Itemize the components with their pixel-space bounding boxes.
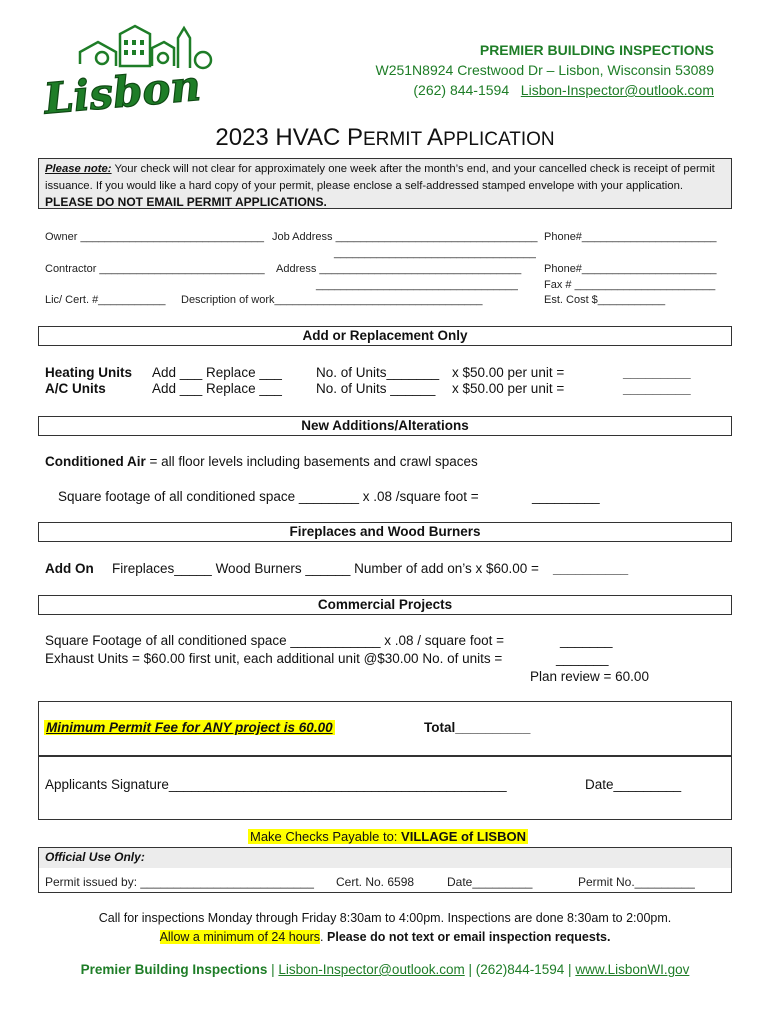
inspection-hours: Call for inspections Monday through Friday 8:30am to 4:00pm. Inspections are done 8:30am to 2:00pm. — [98, 911, 672, 925]
job-address-line2[interactable]: _________________________________ — [334, 247, 536, 259]
company-contact — [413, 82, 714, 98]
ac-rate: x $50.00 per unit = — [452, 381, 565, 396]
heating-rate: x $50.00 per unit = — [452, 365, 565, 380]
cert-number: Cert. No. 6598 — [336, 875, 415, 889]
job-address-field[interactable]: Job Address _________________________________ — [272, 231, 538, 243]
heating-units-label: Heating Units — [45, 365, 133, 380]
section-add-replacement: Add or Replacement Only — [38, 326, 732, 346]
ac-total[interactable]: _________ — [623, 381, 691, 396]
contractor-address-field[interactable]: Address _________________________________ — [276, 263, 522, 275]
total-field[interactable]: Total__________ — [424, 720, 531, 735]
description-field[interactable]: Description of work__________________________________ — [181, 294, 483, 306]
est-cost-field[interactable]: Est. Cost $___________ — [544, 294, 666, 306]
min-hours-highlight: Allow a minimum of 24 hours — [159, 930, 321, 944]
signature-date-field[interactable]: Date_________ — [585, 777, 682, 792]
section-commercial: Commercial Projects — [38, 595, 732, 615]
inspection-notice: Allow a minimum of 24 hours. Please do not text or email inspection requests. — [159, 930, 611, 944]
section-fireplaces: Fireplaces and Wood Burners — [38, 522, 732, 542]
lisbon-logo — [40, 24, 230, 116]
footer-contact: Premier Building Inspections | Lisbon-Inspector@outlook.com | (262)844-1594 | www.LisbonWI.gov — [80, 962, 690, 977]
conditioned-air-definition: Conditioned Air = all floor levels including basements and crawl spaces — [45, 454, 478, 469]
official-use-label: Official Use Only: — [45, 850, 145, 864]
section-new-additions: New Additions/Alterations — [38, 416, 732, 436]
fireplaces-total[interactable]: __________ — [553, 561, 629, 576]
note-box — [38, 158, 732, 209]
fireplaces-line[interactable]: Fireplaces_____ Wood Burners ______ Number of add on’s x $60.00 = — [112, 561, 539, 576]
permit-issued-by-field[interactable]: Permit issued by: __________________________ — [45, 875, 314, 889]
contractor-field[interactable]: Contractor ___________________________ — [45, 263, 265, 275]
commercial-sqft-line[interactable]: Square Footage of all conditioned space ____________ x .08 / square foot = — [45, 633, 504, 648]
company-email-link[interactable]: Lisbon-Inspector@outlook.com — [520, 82, 714, 98]
note-warning: PLEASE DO NOT EMAIL PERMIT APPLICATIONS. — [45, 195, 327, 209]
heating-add-replace[interactable]: Add ___ Replace ___ — [152, 365, 282, 380]
note-label: Please note: — [45, 163, 112, 175]
ac-num-units[interactable]: No. of Units ______ — [316, 381, 436, 396]
additions-sqft-total[interactable]: _________ — [532, 489, 600, 504]
page-title: 2023 HVAC PERMIT APPLICATION — [215, 124, 555, 151]
footer-email-link[interactable]: Lisbon-Inspector@outlook.com — [278, 962, 465, 977]
company-address: W251N8924 Crestwood Dr – Lisbon, Wisconsin 53089 — [375, 62, 714, 78]
plan-review: Plan review = 60.00 — [530, 669, 649, 684]
company-name: PREMIER BUILDING INSPECTIONS — [479, 42, 714, 58]
owner-field[interactable]: Owner ______________________________ — [45, 231, 264, 243]
footer-website-link[interactable]: www.LisbonWI.gov — [575, 962, 690, 977]
permit-number-field[interactable]: Permit No._________ — [578, 875, 695, 889]
heating-num-units[interactable]: No. of Units_______ — [316, 365, 440, 380]
heating-total[interactable]: _________ — [623, 365, 691, 380]
exhaust-units-total[interactable]: _______ — [556, 651, 609, 666]
fax-field[interactable]: Fax # _______________________ — [544, 279, 716, 291]
ac-add-replace[interactable]: Add ___ Replace ___ — [152, 381, 282, 396]
license-field[interactable]: Lic/ Cert. #___________ — [45, 294, 166, 306]
footer-company: Premier Building Inspections — [80, 962, 268, 977]
applicant-signature-field[interactable]: Applicants Signature_____________________________________________ — [45, 777, 507, 792]
company-phone: (262) 844-1594 — [413, 82, 510, 98]
official-date-field[interactable]: Date_________ — [447, 875, 533, 889]
minimum-fee-note: Minimum Permit Fee for ANY project is 60.00 — [46, 720, 333, 735]
commercial-sqft-total[interactable]: _______ — [560, 633, 613, 648]
contractor-phone-field[interactable]: Phone#______________________ — [544, 263, 717, 275]
contractor-address-line2[interactable]: _________________________________ — [316, 279, 518, 291]
add-on-label: Add On — [45, 561, 94, 576]
exhaust-units-line[interactable]: Exhaust Units = $60.00 first unit, each additional unit @$30.00 No. of units = — [45, 651, 503, 666]
owner-phone-field[interactable]: Phone#______________________ — [544, 231, 717, 243]
note-text: Your check will not clear for approximately one week after the month’s end, and your cancelled check is receipt of permit issuance. If you would like a hard copy of your permit, please enclose a self-addressed stamped envelope with your application. — [45, 163, 715, 192]
make-checks-payable: Make Checks Payable to: VILLAGE of LISBON — [250, 829, 526, 844]
logo-wordmark: Lisbon — [41, 60, 203, 116]
additions-sqft-line[interactable]: Square footage of all conditioned space ________ x .08 /square foot = — [58, 489, 479, 504]
ac-units-label: A/C Units — [45, 381, 106, 396]
